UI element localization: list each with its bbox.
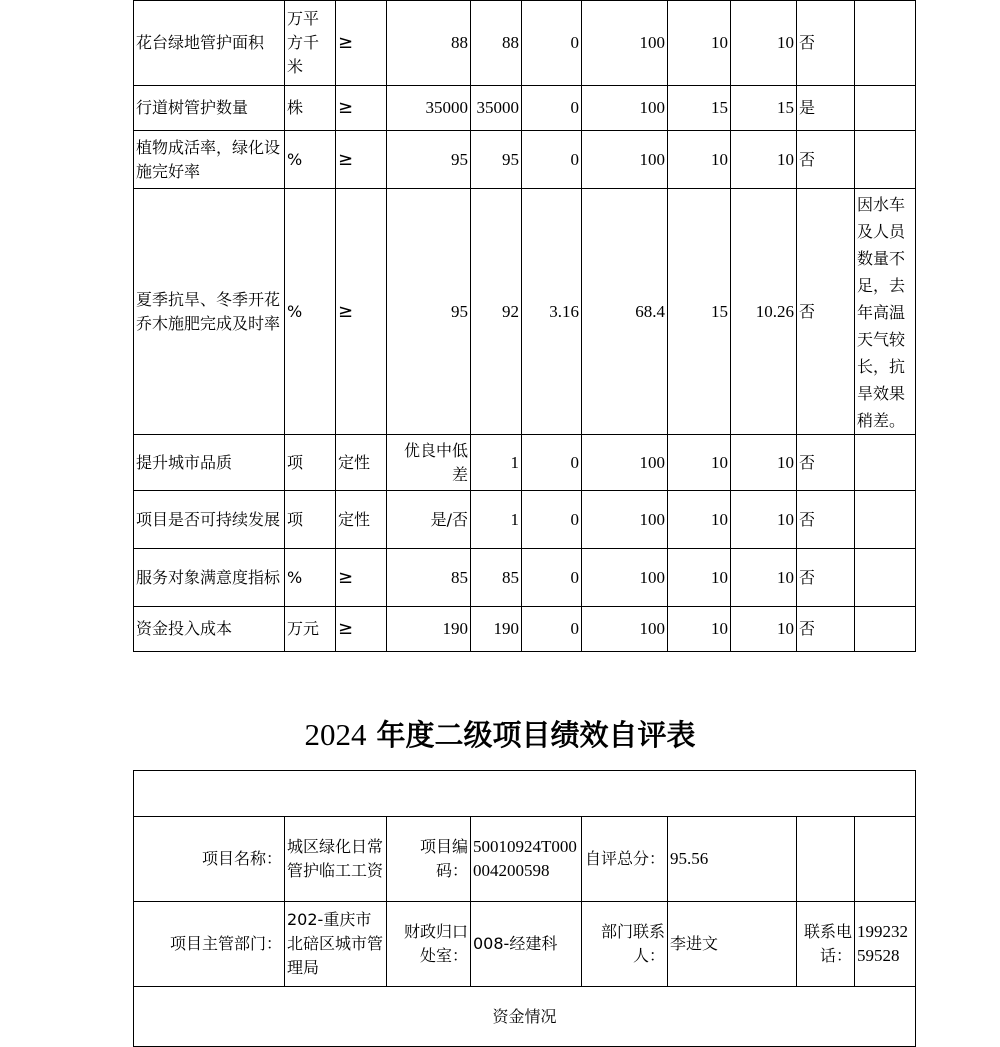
indicator-unit: % (285, 189, 336, 435)
indicator-weight: 10 (668, 491, 731, 549)
indicator-target: 优良中低差 (387, 435, 471, 491)
indicator-row (134, 131, 916, 189)
contact-label: 部门联系人： (582, 902, 668, 987)
indicator-name: 资金投入成本 (134, 607, 285, 652)
indicator-remark (855, 1, 916, 86)
indicator-row (134, 607, 916, 652)
dept-value: 202-重庆市北碚区城市管理局 (285, 902, 387, 987)
blank-row (134, 771, 916, 817)
indicator-remark (855, 86, 916, 131)
indicator-deviation: 0 (522, 491, 582, 549)
indicator-unit: 万平方千米 (285, 1, 336, 86)
indicator-flag: 否 (797, 549, 855, 607)
indicator-operator: ≥ (336, 549, 387, 607)
indicator-weight: 10 (668, 131, 731, 189)
indicator-actual: 88 (471, 1, 522, 86)
indicator-flag: 否 (797, 1, 855, 86)
indicator-row (134, 491, 916, 549)
indicator-score: 10 (731, 435, 797, 491)
indicator-score: 10.26 (731, 189, 797, 435)
indicator-rate: 100 (582, 86, 668, 131)
indicator-target: 88 (387, 1, 471, 86)
indicator-actual: 95 (471, 131, 522, 189)
indicator-rate: 100 (582, 1, 668, 86)
indicator-deviation: 0 (522, 131, 582, 189)
indicator-target: 是/否 (387, 491, 471, 549)
project-code-label: 项目编码： (387, 817, 471, 902)
indicator-unit: 项 (285, 435, 336, 491)
indicator-rate: 100 (582, 435, 668, 491)
indicator-unit: 株 (285, 86, 336, 131)
indicator-row (134, 189, 916, 435)
indicator-row (134, 1, 916, 86)
indicator-score: 10 (731, 491, 797, 549)
office-label: 财政归口处室： (387, 902, 471, 987)
indicator-actual: 92 (471, 189, 522, 435)
indicator-target: 190 (387, 607, 471, 652)
indicator-operator: 定性 (336, 435, 387, 491)
indicator-rate: 100 (582, 491, 668, 549)
indicator-target: 35000 (387, 86, 471, 131)
project-row-2 (134, 902, 916, 987)
indicator-actual: 1 (471, 435, 522, 491)
indicator-score: 10 (731, 549, 797, 607)
contact-value: 李进文 (668, 902, 797, 987)
indicator-actual: 85 (471, 549, 522, 607)
indicator-weight: 15 (668, 86, 731, 131)
self-score-value: 95.56 (668, 817, 797, 902)
indicator-deviation: 0 (522, 435, 582, 491)
indicator-row (134, 435, 916, 491)
indicator-name: 夏季抗旱、冬季开花乔木施肥完成及时率 (134, 189, 285, 435)
blank-cell (134, 771, 916, 817)
indicator-actual: 35000 (471, 86, 522, 131)
indicator-flag: 否 (797, 607, 855, 652)
dept-label: 项目主管部门： (134, 902, 285, 987)
indicator-unit: % (285, 131, 336, 189)
indicator-row (134, 86, 916, 131)
indicator-operator: ≥ (336, 86, 387, 131)
indicator-weight: 15 (668, 189, 731, 435)
indicator-score: 10 (731, 1, 797, 86)
indicator-operator: 定性 (336, 491, 387, 549)
title-year: 2024 (304, 717, 367, 752)
project-row-1 (134, 817, 916, 902)
indicator-target: 85 (387, 549, 471, 607)
indicator-operator: ≥ (336, 189, 387, 435)
phone-value: 19923259528 (855, 902, 916, 987)
indicator-remark: 因水车及人员数量不足，去年高温天气较长，抗旱效果稍差。 (855, 189, 916, 435)
indicator-name: 花台绿地管护面积 (134, 1, 285, 86)
indicator-remark (855, 435, 916, 491)
indicator-name: 项目是否可持续发展 (134, 491, 285, 549)
self-score-label: 自评总分： (582, 817, 668, 902)
indicator-deviation: 0 (522, 549, 582, 607)
indicator-deviation: 0 (522, 86, 582, 131)
indicator-weight: 10 (668, 607, 731, 652)
indicator-weight: 10 (668, 1, 731, 86)
indicator-operator: ≥ (336, 1, 387, 86)
indicator-rate: 68.4 (582, 189, 668, 435)
empty-cell (797, 817, 855, 902)
project-name-label: 项目名称： (134, 817, 285, 902)
indicator-remark (855, 549, 916, 607)
indicator-rate: 100 (582, 607, 668, 652)
indicator-weight: 10 (668, 435, 731, 491)
funding-header: 资金情况 (134, 987, 916, 1047)
indicator-table (133, 0, 916, 652)
project-code-value: 50010924T000004200598 (471, 817, 582, 902)
indicator-flag: 否 (797, 131, 855, 189)
indicator-unit: 万元 (285, 607, 336, 652)
indicator-name: 植物成活率，绿化设施完好率 (134, 131, 285, 189)
indicator-deviation: 0 (522, 607, 582, 652)
indicator-score: 10 (731, 607, 797, 652)
indicator-flag: 否 (797, 189, 855, 435)
indicator-remark (855, 607, 916, 652)
indicator-actual: 1 (471, 491, 522, 549)
indicator-score: 10 (731, 131, 797, 189)
indicator-remark (855, 131, 916, 189)
empty-cell (855, 817, 916, 902)
indicator-deviation: 0 (522, 1, 582, 86)
indicator-unit: % (285, 549, 336, 607)
indicator-name: 行道树管护数量 (134, 86, 285, 131)
indicator-row (134, 549, 916, 607)
page-title (0, 712, 1000, 758)
indicator-rate: 100 (582, 549, 668, 607)
indicator-operator: ≥ (336, 131, 387, 189)
project-info-table (133, 770, 916, 1047)
indicator-name: 服务对象满意度指标 (134, 549, 285, 607)
indicator-flag: 否 (797, 491, 855, 549)
indicator-target: 95 (387, 189, 471, 435)
indicator-remark (855, 491, 916, 549)
indicator-name: 提升城市品质 (134, 435, 285, 491)
indicator-rate: 100 (582, 131, 668, 189)
funding-header-row (134, 987, 916, 1047)
indicator-target: 95 (387, 131, 471, 189)
title-text: 年度二级项目绩效自评表 (376, 718, 696, 752)
phone-label: 联系电话： (797, 902, 855, 987)
indicator-unit: 项 (285, 491, 336, 549)
indicator-flag: 是 (797, 86, 855, 131)
indicator-deviation: 3.16 (522, 189, 582, 435)
project-name-value: 城区绿化日常管护临工工资 (285, 817, 387, 902)
indicator-operator: ≥ (336, 607, 387, 652)
indicator-flag: 否 (797, 435, 855, 491)
indicator-score: 15 (731, 86, 797, 131)
indicator-actual: 190 (471, 607, 522, 652)
indicator-weight: 10 (668, 549, 731, 607)
office-value: 008-经建科 (471, 902, 582, 987)
